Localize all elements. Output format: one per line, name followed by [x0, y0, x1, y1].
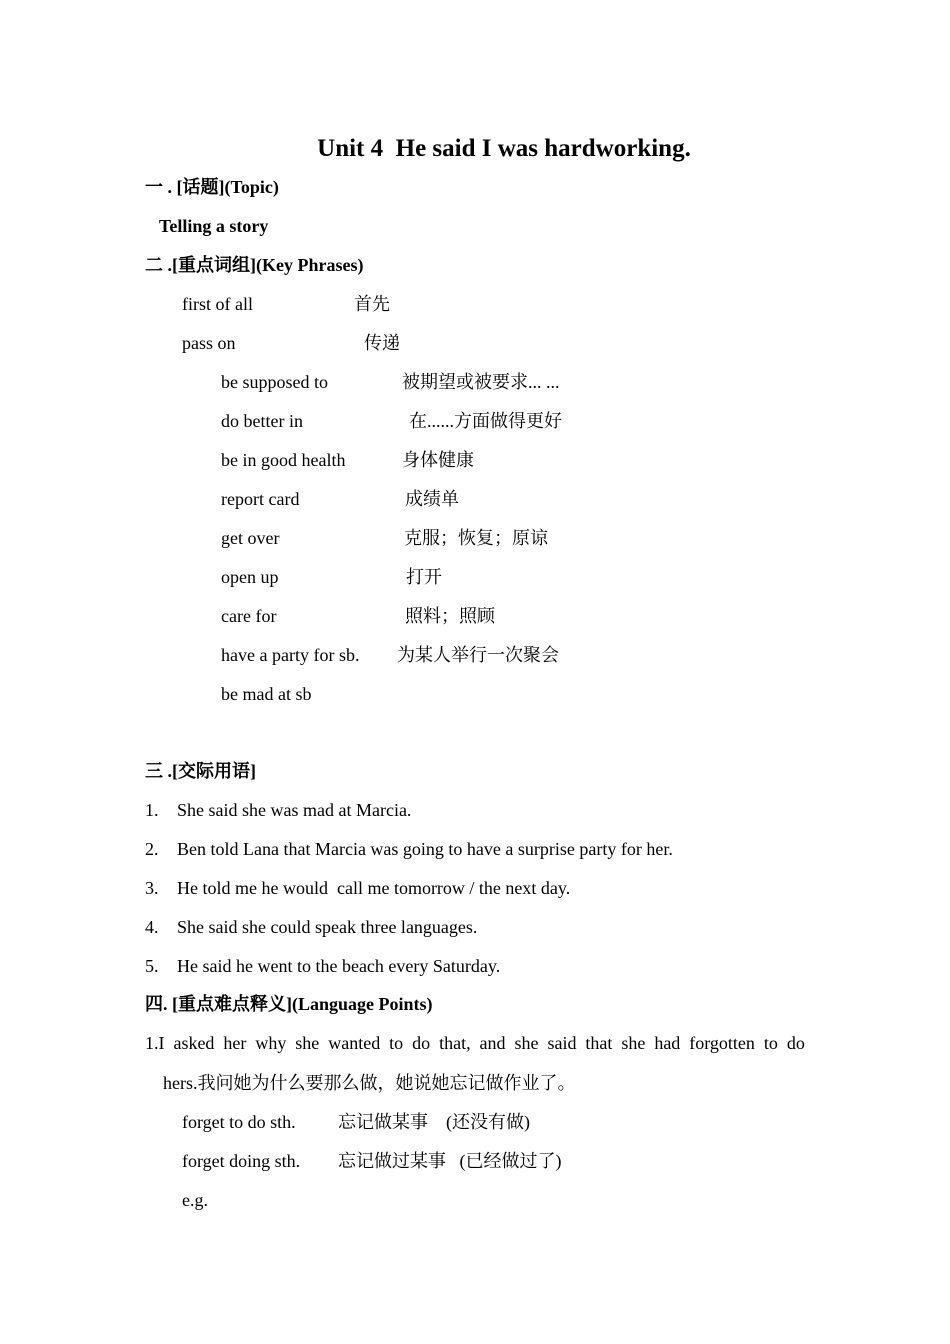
word: she — [621, 1033, 646, 1053]
phrase-en: get over — [221, 528, 280, 548]
usage-en: forget to do sth. — [182, 1112, 296, 1132]
phrase-en: pass on — [182, 333, 236, 353]
word: forgotten — [689, 1033, 755, 1053]
word: her — [223, 1033, 247, 1053]
phrase-en: first of all — [182, 294, 253, 314]
word: do — [786, 1033, 805, 1053]
list-number: 5. — [145, 956, 159, 976]
word: and — [479, 1033, 506, 1053]
section-heading-language-points: 四. [重点难点释义](Language Points) — [145, 994, 433, 1014]
list-item: Ben told Lana that Marcia was going to have a surprise party for her. — [177, 839, 673, 859]
list-number: 3. — [145, 878, 159, 898]
usage-en: forget doing sth. — [182, 1151, 301, 1171]
word: said — [547, 1033, 577, 1053]
section-heading-key-phrases: 二 .[重点词组](Key Phrases) — [145, 255, 364, 275]
phrase-en: have a party for sb. — [221, 645, 360, 665]
word: that, — [439, 1033, 471, 1053]
word: to — [763, 1033, 778, 1053]
phrase-cn: 身体健康 — [402, 450, 474, 470]
phrase-en: care for — [221, 606, 277, 626]
list-number: 1. — [145, 800, 159, 820]
list-item: He told me he would call me tomorrow / the next day. — [177, 878, 571, 898]
word: she — [514, 1033, 539, 1053]
list-item: She said she was mad at Marcia. — [177, 800, 412, 820]
example-label: e.g. — [182, 1190, 208, 1210]
phrase-en: be in good health — [221, 450, 346, 470]
section-heading-topic: 一 . [话题](Topic) — [145, 177, 279, 197]
phrase-cn: 传递 — [364, 333, 400, 353]
section-heading-expressions: 三 .[交际用语] — [145, 761, 256, 781]
word: wanted — [328, 1033, 381, 1053]
phrase-cn: 成绩单 — [405, 489, 459, 509]
phrase-cn: 被期望或被要求... ... — [402, 372, 560, 392]
point-sentence-line1 — [145, 1031, 805, 1055]
phrase-en: open up — [221, 567, 279, 587]
phrase-cn: 克服；恢复；原谅 — [404, 528, 548, 548]
phrase-en: be mad at sb — [221, 684, 312, 704]
word: that — [585, 1033, 613, 1053]
phrase-cn: 为某人举行一次聚会 — [397, 645, 559, 665]
topic-content: Telling a story — [159, 216, 269, 236]
phrase-cn: 首先 — [354, 294, 390, 314]
phrase-cn: 在......方面做得更好 — [409, 411, 562, 431]
phrase-cn: 打开 — [406, 567, 442, 587]
word: why — [255, 1033, 287, 1053]
word: asked — [173, 1033, 215, 1053]
phrase-en: do better in — [221, 411, 303, 431]
point-sentence-line2: hers.我问她为什么要那么做，她说她忘记做作业了。 — [163, 1073, 576, 1093]
phrase-cn: 照料；照顾 — [405, 606, 495, 626]
word: do — [412, 1033, 431, 1053]
list-number: 2. — [145, 839, 159, 859]
usage-cn: 忘记做过某事 (已经做过了) — [338, 1151, 562, 1171]
phrase-en: be supposed to — [221, 372, 328, 392]
phrase-en: report card — [221, 489, 300, 509]
list-number: 4. — [145, 917, 159, 937]
word: had — [654, 1033, 681, 1053]
word: she — [295, 1033, 320, 1053]
word: 1.I — [145, 1033, 165, 1053]
list-item: She said she could speak three languages. — [177, 917, 478, 937]
usage-cn: 忘记做某事 (还没有做) — [338, 1112, 530, 1132]
page-title: Unit 4 He said I was hardworking. — [317, 135, 691, 162]
list-item: He said he went to the beach every Saturday. — [177, 956, 501, 976]
word: to — [389, 1033, 404, 1053]
